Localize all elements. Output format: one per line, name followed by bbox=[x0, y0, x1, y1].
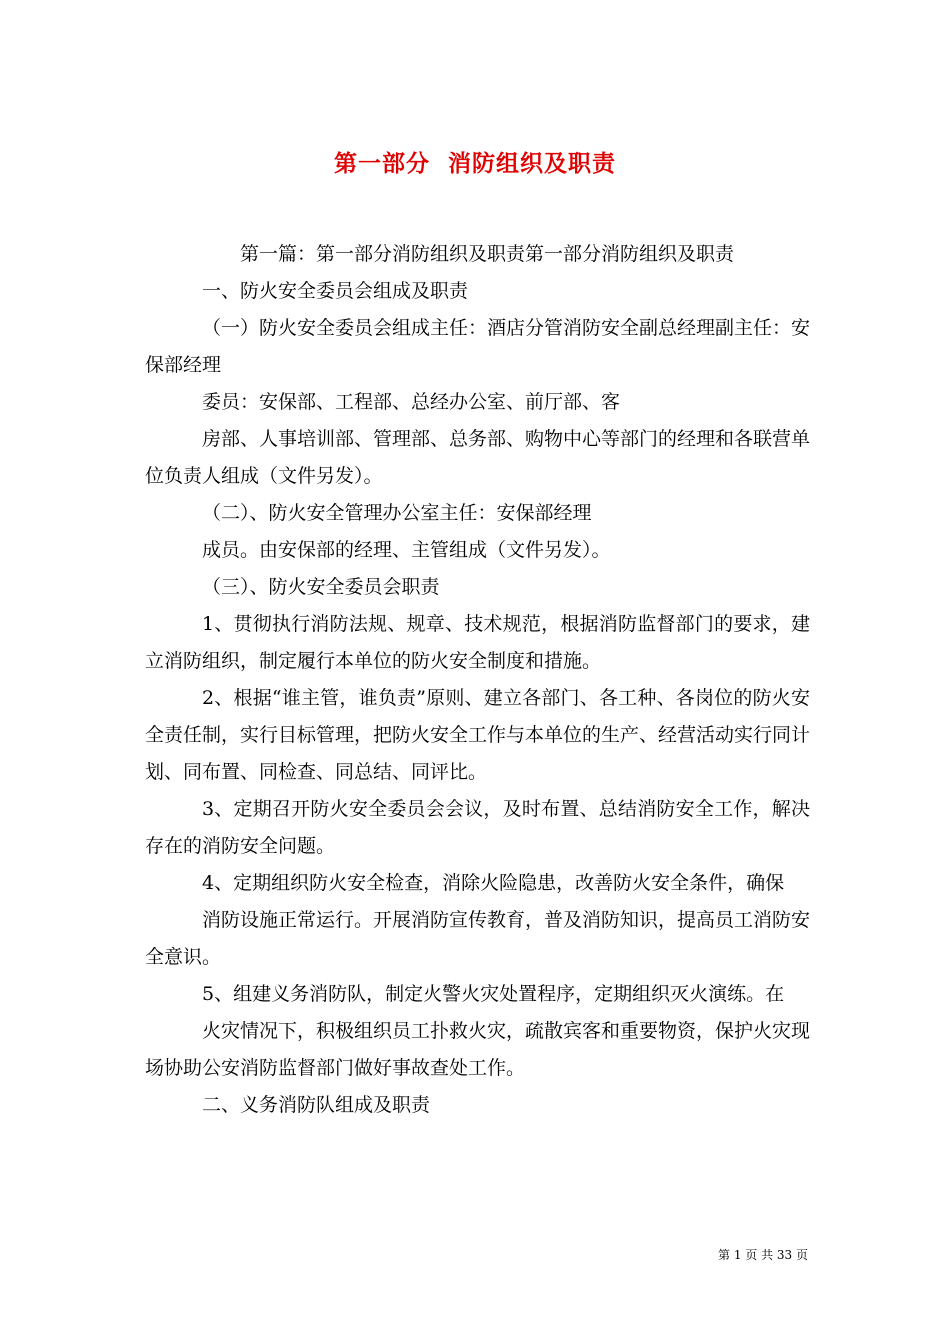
document-body bbox=[145, 236, 810, 1124]
paragraph: 2、根据“谁主管，谁负责”原则、建立各部门、各工种、各岗位的防火安全责任制，实行目标管理，把防火安全工作与本单位的生产、经营活动实行同计划、同布置、同检查、同总结、同评比。 bbox=[145, 687, 811, 783]
paragraph: 成员。由安保部的经理、主管组成（文件另发）。 bbox=[202, 539, 611, 561]
page-title: 第一部分 消防组织及职责 bbox=[333, 150, 616, 178]
page-number: 第 1 页 共 33 页 bbox=[718, 1248, 808, 1262]
paragraph: （二）、防火安全管理办公室主任：安保部经理 bbox=[202, 502, 592, 524]
paragraph: 一、防火安全委员会组成及职责 bbox=[202, 280, 469, 302]
paragraph: 5、组建义务消防队，制定火警火灾处置程序，定期组织灭火演练。在 bbox=[202, 983, 785, 1005]
paragraph: 二、义务消防队组成及职责 bbox=[202, 1094, 431, 1116]
paragraph: 4、定期组织防火安全检查，消除火险隐患，改善防火安全条件，确保 bbox=[202, 872, 785, 894]
paragraph: 火灾情况下，积极组织员工扑救火灾，疏散宾客和重要物资，保护火灾现场协助公安消防监督部门做好事故查处工作。 bbox=[145, 1020, 811, 1079]
paragraph: （一）防火安全委员会组成主任：酒店分管消防安全副总经理副主任：安保部经理 bbox=[145, 317, 811, 376]
paragraph: 第一篇：第一部分消防组织及职责第一部分消防组织及职责 bbox=[240, 243, 735, 265]
paragraph: 3、定期召开防火安全委员会会议，及时布置、总结消防安全工作，解决存在的消防安全问题。 bbox=[145, 798, 810, 857]
paragraph: （三）、防火安全委员会职责 bbox=[202, 576, 440, 598]
paragraph: 1、贯彻执行消防法规、规章、技术规范，根据消防监督部门的要求，建立消防组织，制定履行本单位的防火安全制度和措施。 bbox=[145, 613, 810, 672]
paragraph: 房部、人事培训部、管理部、总务部、购物中心等部门的经理和各联营单位负责人组成（文件另发）。 bbox=[145, 428, 811, 487]
paragraph: 委员：安保部、工程部、总经办公室、前厅部、客 bbox=[202, 391, 621, 413]
paragraph: 消防设施正常运行。开展消防宣传教育，普及消防知识，提高员工消防安全意识。 bbox=[145, 909, 811, 968]
